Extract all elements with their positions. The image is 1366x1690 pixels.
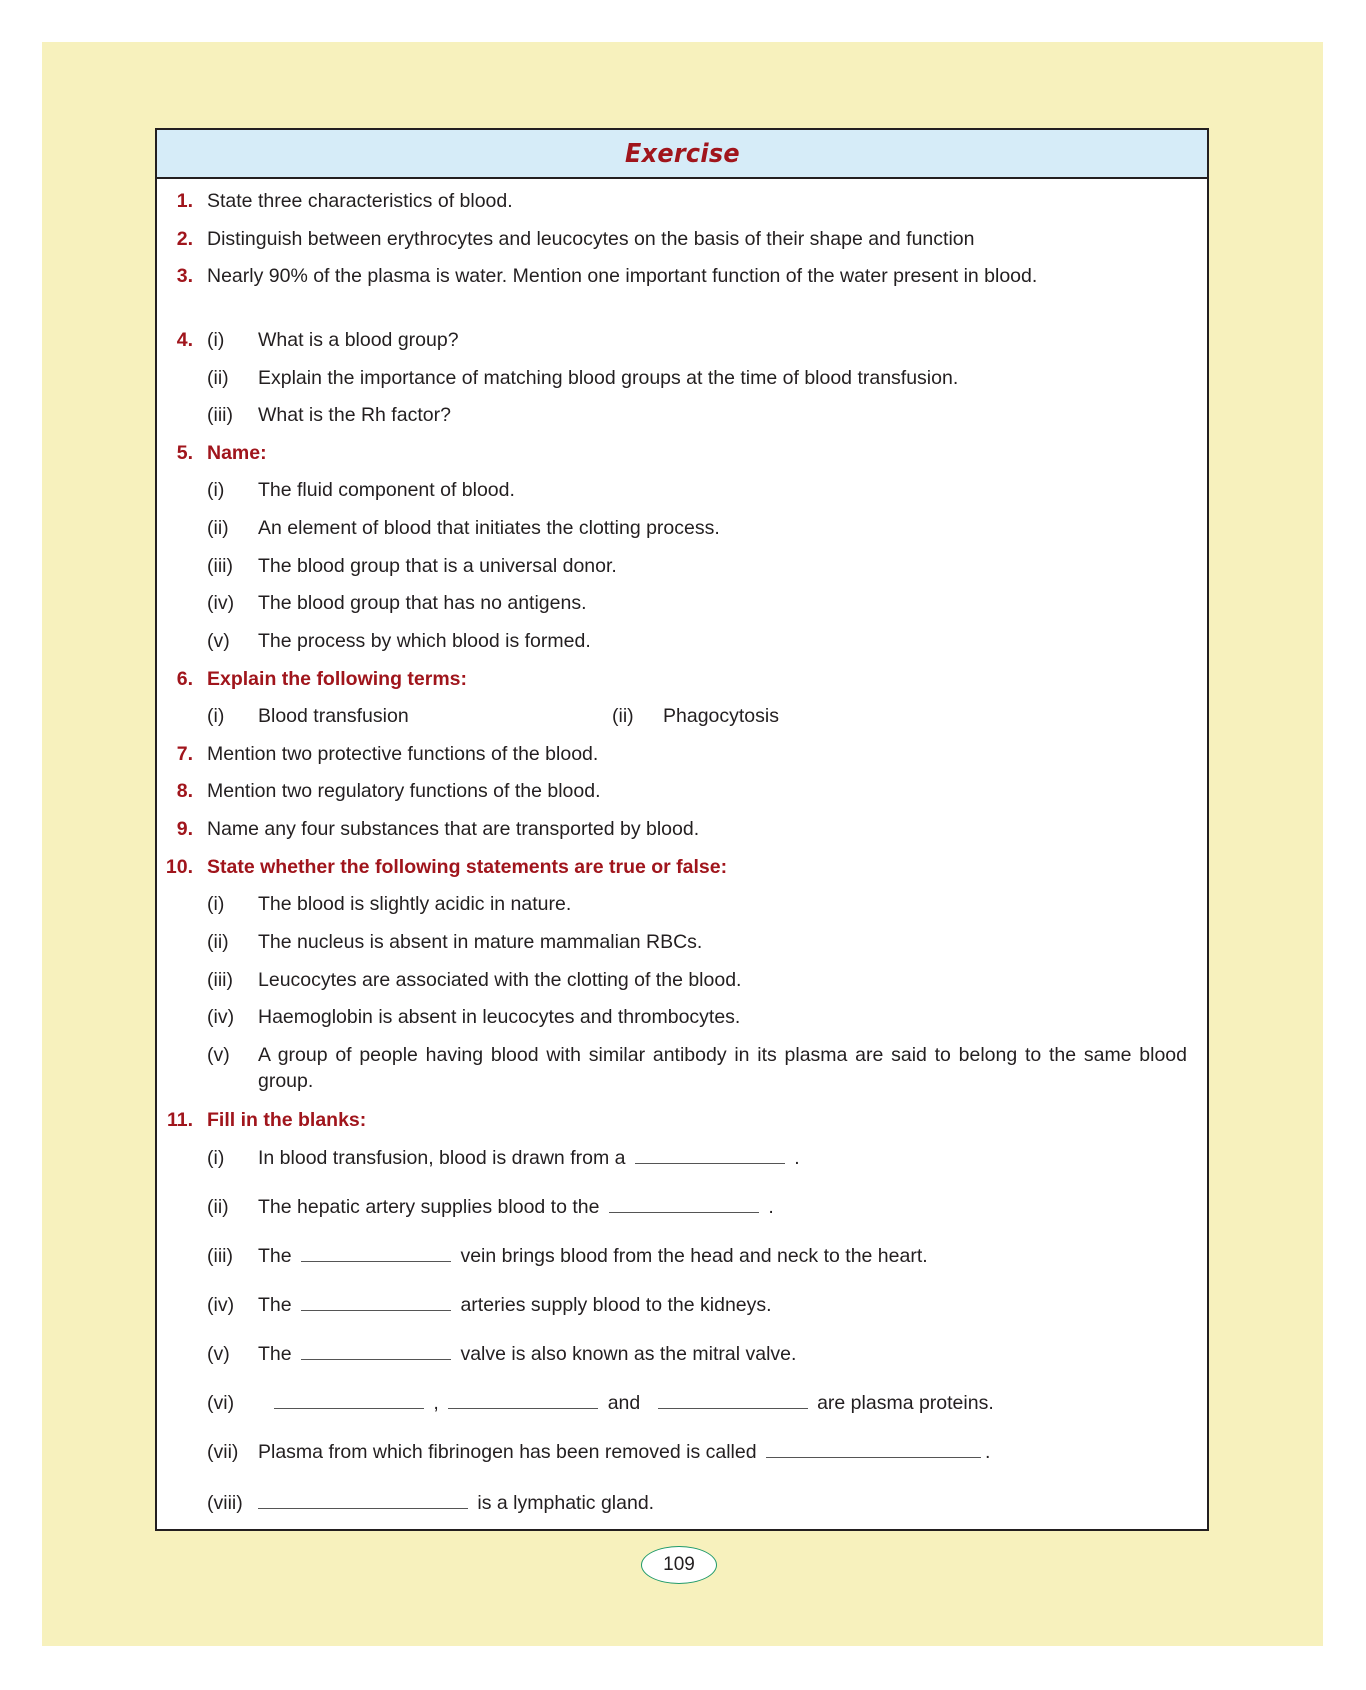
answer-blank[interactable] (301, 1243, 451, 1262)
sub-text: The nucleus is absent in mature mammalian RBCs. (258, 931, 703, 953)
sub-label: (vii) (207, 1441, 239, 1463)
sub-text: A group of people having blood with similar antibody in its plasma are said to belong to the same blood group. (258, 1044, 1187, 1092)
blank-prefix: The (258, 1294, 292, 1316)
sub-text: Blood transfusion (258, 705, 409, 727)
sub-label: (iv) (207, 1294, 235, 1316)
answer-blank[interactable] (258, 1490, 468, 1509)
sub-label: (vi) (207, 1392, 235, 1414)
sub-text (258, 1439, 1187, 1465)
question-number: 3. (176, 265, 193, 287)
question-text: State three characteristics of blood. (207, 190, 513, 212)
sub-text (258, 1292, 1187, 1318)
question-number: 10. (165, 856, 193, 878)
answer-blank[interactable] (448, 1390, 598, 1409)
blank-suffix: are plasma proteins. (817, 1392, 994, 1414)
sub-label: (i) (207, 1147, 225, 1169)
answer-blank[interactable] (766, 1439, 981, 1458)
question-text: Nearly 90% of the plasma is water. Mention one important function of the water present in blood. (207, 265, 1038, 287)
question-number: 9. (176, 818, 193, 840)
blank-prefix: The (258, 1245, 292, 1267)
page-number: 109 (641, 1546, 717, 1584)
sub-text: Phagocytosis (663, 705, 779, 727)
blank-suffix: . (768, 1196, 774, 1218)
sub-text: What is the Rh factor? (258, 404, 451, 426)
question-text: Mention two protective functions of the blood. (207, 743, 599, 765)
question-heading: Explain the following terms: (207, 668, 468, 690)
question-number: 1. (176, 190, 193, 212)
sub-label: (i) (207, 479, 225, 501)
blank-suffix: vein brings blood from the head and neck to the heart. (460, 1245, 928, 1267)
blank-suffix: . (794, 1147, 800, 1169)
sub-label: (ii) (207, 931, 229, 953)
sub-text: Explain the importance of matching blood groups at the time of blood transfusion. (258, 367, 959, 389)
sub-text: Leucocytes are associated with the clotting of the blood. (258, 969, 742, 991)
sub-label: (ii) (612, 705, 634, 727)
sub-label: (ii) (207, 367, 229, 389)
sub-label: (viii) (207, 1492, 243, 1514)
sub-text (258, 1194, 1187, 1220)
question-number: 6. (176, 668, 193, 690)
exercise-box (155, 128, 1209, 1531)
sub-label: (iii) (207, 1245, 233, 1267)
blank-prefix: Plasma from which fibrinogen has been removed is called (258, 1441, 757, 1463)
sub-label: (iv) (207, 592, 235, 614)
sub-text: The blood is slightly acidic in nature. (258, 893, 572, 915)
sub-text: The process by which blood is formed. (258, 630, 591, 652)
blank-prefix: In blood transfusion, blood is drawn from a (258, 1147, 626, 1169)
question-number: 11. (166, 1109, 193, 1131)
question-heading: Name: (207, 442, 267, 464)
blank-prefix: The (258, 1343, 292, 1365)
answer-blank[interactable] (609, 1194, 759, 1213)
sub-label: (ii) (207, 1196, 229, 1218)
sub-label: (i) (207, 893, 225, 915)
answer-blank[interactable] (301, 1292, 451, 1311)
sub-text: An element of blood that initiates the clotting process. (258, 517, 720, 539)
sub-label: (v) (207, 630, 230, 652)
answer-blank[interactable] (274, 1390, 424, 1409)
question-text: Name any four substances that are transported by blood. (207, 818, 700, 840)
blank-prefix: The hepatic artery supplies blood to the (258, 1196, 600, 1218)
answer-blank[interactable] (301, 1341, 451, 1360)
exercise-title: Exercise (624, 138, 740, 169)
exercise-header (157, 130, 1207, 179)
sub-text (258, 1341, 1187, 1367)
question-number: 5. (176, 442, 193, 464)
sub-text (258, 1145, 1187, 1171)
question-number: 7. (176, 743, 193, 765)
sub-label: (i) (207, 705, 225, 727)
sub-text: Haemoglobin is absent in leucocytes and thrombocytes. (258, 1006, 741, 1028)
sub-label: (i) (207, 329, 225, 351)
question-text: Mention two regulatory functions of the blood. (207, 780, 601, 802)
sub-text: What is a blood group? (258, 329, 459, 351)
question-heading: State whether the following statements are true or false: (207, 856, 728, 878)
blank-suffix: is a lymphatic gland. (477, 1492, 655, 1514)
question-text: Distinguish between erythrocytes and leucocytes on the basis of their shape and function (207, 228, 975, 250)
blank-suffix: arteries supply blood to the kidneys. (460, 1294, 772, 1316)
sub-text: The fluid component of blood. (258, 479, 515, 501)
sub-text (258, 1243, 1187, 1269)
sub-label: (v) (207, 1343, 230, 1365)
sub-text: The blood group that is a universal donor. (258, 555, 617, 577)
sub-text: The blood group that has no antigens. (258, 592, 587, 614)
question-number: 2. (176, 228, 193, 250)
sub-label: (iii) (207, 555, 233, 577)
sub-text (270, 1390, 1187, 1416)
sub-text (258, 1490, 1187, 1516)
blank-suffix: valve is also known as the mitral valve. (460, 1343, 797, 1365)
sub-label: (ii) (207, 517, 229, 539)
blank-separator: , (433, 1392, 439, 1414)
blank-separator: and (607, 1392, 641, 1414)
answer-blank[interactable] (635, 1145, 785, 1164)
sub-label: (v) (207, 1044, 230, 1066)
sub-label: (iii) (207, 969, 233, 991)
blank-suffix: . (985, 1441, 991, 1463)
question-number: 4. (176, 329, 193, 351)
sub-label: (iii) (207, 404, 233, 426)
question-heading: Fill in the blanks: (207, 1109, 367, 1131)
sub-label: (iv) (207, 1006, 235, 1028)
question-number: 8. (176, 780, 193, 802)
answer-blank[interactable] (658, 1390, 808, 1409)
